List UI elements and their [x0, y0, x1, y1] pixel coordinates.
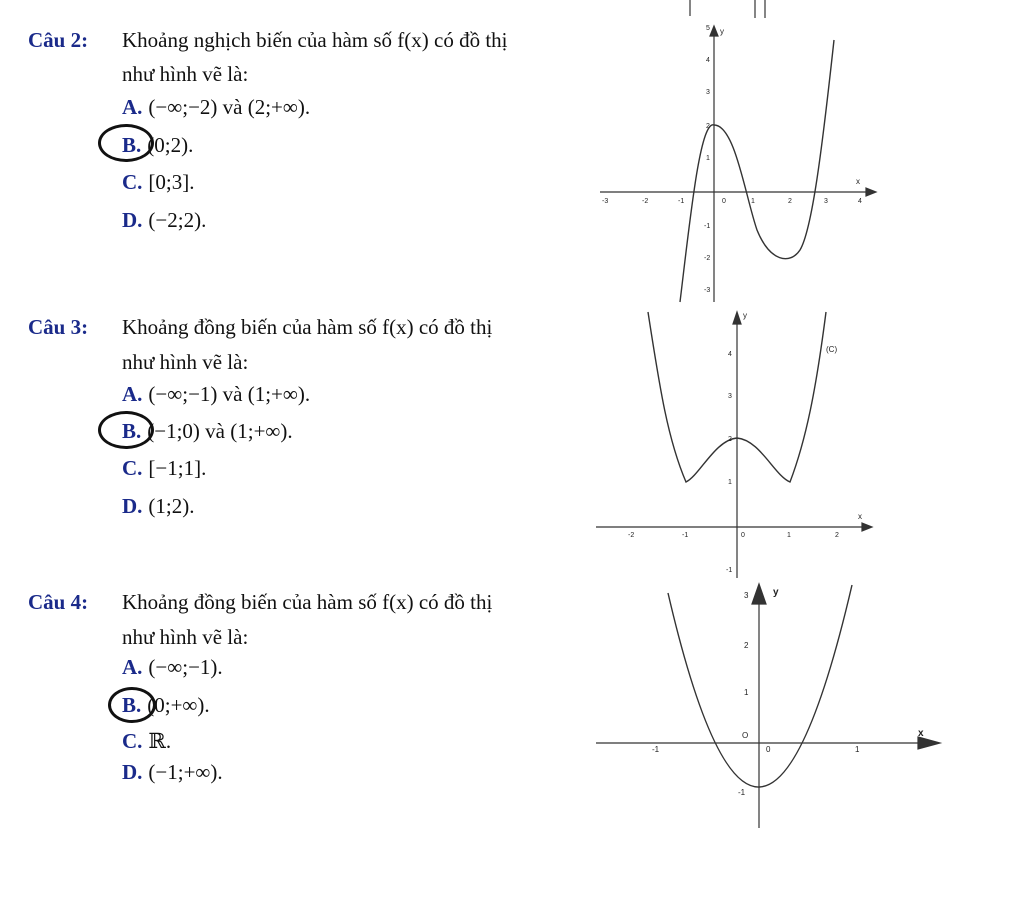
- curve-label: (C): [826, 345, 838, 354]
- x-label: x: [856, 177, 860, 186]
- option-letter: C.: [122, 170, 143, 194]
- x-tick: 1: [855, 745, 860, 754]
- x-tick: -2: [642, 198, 649, 205]
- x-tick: 3: [824, 198, 828, 205]
- y-tick: -1: [726, 567, 733, 574]
- x-tick: -1: [682, 532, 689, 539]
- y-tick: 3: [744, 591, 749, 600]
- parabola-curve: [668, 585, 852, 787]
- option-letter: D.: [122, 208, 143, 232]
- x-tick: -3: [602, 198, 609, 205]
- y-tick: -2: [704, 255, 711, 262]
- option-letter: A.: [122, 655, 143, 679]
- x-tick: 2: [835, 532, 839, 539]
- x-tick: -1: [678, 198, 685, 205]
- x-label: x: [858, 512, 862, 521]
- x-tick: 0: [722, 198, 726, 205]
- option-text: (0;2).: [147, 133, 194, 157]
- y-tick: 2: [744, 641, 749, 650]
- question-stem: Khoảng nghịch biến của hàm số f(x) có đồ thị: [122, 28, 508, 52]
- question-stem-2: như hình vẽ là:: [122, 625, 249, 649]
- x-tick: 1: [787, 532, 791, 539]
- question-stem-2: như hình vẽ là:: [122, 350, 249, 374]
- y-tick: 1: [706, 155, 710, 162]
- y-tick: 1: [744, 688, 749, 697]
- y-tick: -1: [738, 788, 746, 797]
- option-letter: D.: [122, 760, 143, 784]
- option-letter: B.: [122, 133, 142, 157]
- option-letter: C.: [122, 729, 143, 753]
- y-tick: 1: [728, 479, 732, 486]
- x-tick: 1: [751, 198, 755, 205]
- option-text: (−∞;−1).: [148, 655, 223, 679]
- y-tick: 4: [706, 57, 710, 64]
- x-tick: 4: [858, 198, 862, 205]
- x-tick: 2: [788, 198, 792, 205]
- y-tick: 3: [706, 89, 710, 96]
- option-letter: B.: [122, 693, 142, 717]
- option-text: (1;2).: [148, 494, 195, 518]
- x-tick: 0: [741, 532, 745, 539]
- option-text: (−2;2).: [148, 208, 207, 232]
- option-text: (−∞;−1) và (1;+∞).: [148, 382, 311, 406]
- option-text: (0;+∞).: [147, 693, 210, 717]
- question-stem-2: như hình vẽ là:: [122, 62, 249, 86]
- y-tick: 5: [706, 25, 710, 32]
- y-tick: 3: [728, 393, 732, 400]
- y-tick: 2: [706, 123, 710, 130]
- origin-label: O: [742, 731, 749, 740]
- option-letter: D.: [122, 494, 143, 518]
- y-tick: -1: [704, 223, 711, 230]
- option-letter: C.: [122, 456, 143, 480]
- question-label: Câu 3:: [28, 315, 89, 339]
- question-stem: Khoảng đồng biến của hàm số f(x) có đồ thị: [122, 315, 493, 339]
- option-text: (−∞;−2) và (2;+∞).: [148, 95, 311, 119]
- x-tick: -2: [628, 532, 635, 539]
- y-label: y: [720, 27, 724, 36]
- y-tick: 2: [728, 436, 732, 443]
- x-tick: 0: [766, 745, 771, 754]
- y-tick: -3: [704, 287, 711, 294]
- option-text: (−1;+∞).: [148, 760, 223, 784]
- option-text: [−1;1].: [148, 456, 207, 480]
- option-letter: B.: [122, 419, 142, 443]
- option-letter: A.: [122, 382, 143, 406]
- y-axis-arrow-icon: [752, 584, 766, 604]
- option-text: [0;3].: [148, 170, 195, 194]
- x-tick: -1: [652, 745, 660, 754]
- option-letter: A.: [122, 95, 143, 119]
- x-label: x: [918, 728, 924, 739]
- y-label: y: [743, 311, 747, 320]
- y-label: y: [773, 587, 779, 598]
- option-text: (−1;0) và (1;+∞).: [147, 419, 293, 443]
- option-text: ℝ.: [148, 729, 172, 753]
- question-label: Câu 2:: [28, 28, 89, 52]
- question-label: Câu 4:: [28, 590, 89, 614]
- question-stem: Khoảng đồng biến của hàm số f(x) có đồ thị: [122, 590, 493, 614]
- y-tick: 4: [728, 351, 732, 358]
